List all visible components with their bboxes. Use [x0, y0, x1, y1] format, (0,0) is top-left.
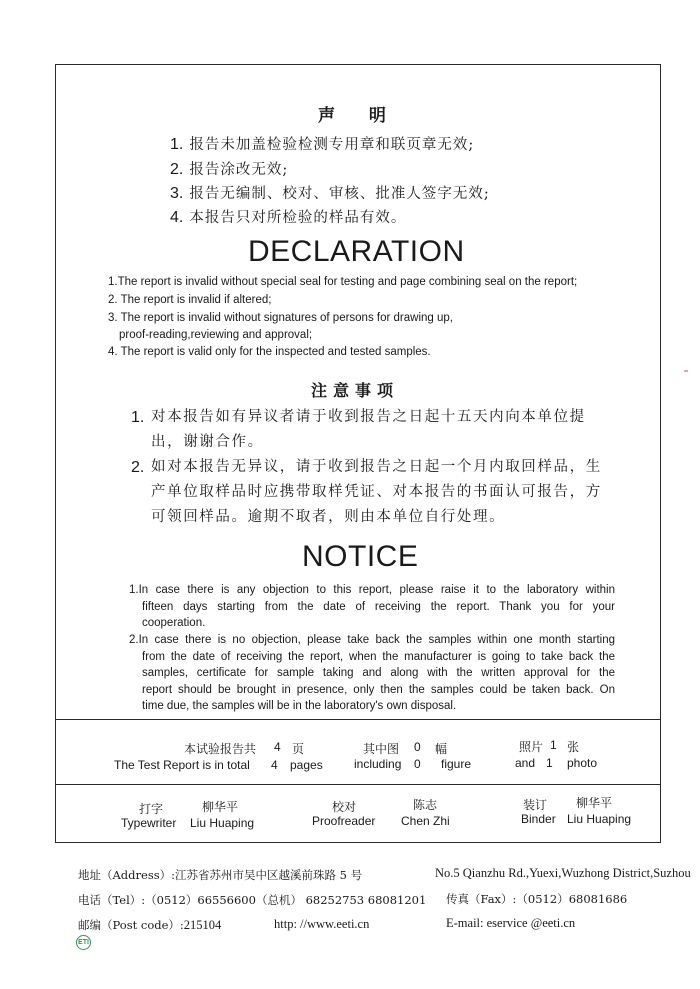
- summary-cn-figure-unit: 幅: [435, 742, 448, 756]
- summary-photos: 1: [550, 738, 557, 752]
- declaration-cn-item: 4. 本报告只对所检验的样品有效。: [170, 209, 407, 226]
- summary-photos-en: 1: [546, 756, 553, 770]
- declaration-cn-item: 3. 报告无编制、校对、审核、批准人签字无效;: [170, 185, 490, 202]
- staff-typewriter-en: Typewriter: [121, 816, 177, 830]
- staff-binder-cn: 装订: [523, 798, 548, 812]
- notice-cn-item-1: 1. 对本报告如有异议者请于收到报告之日起十五天内向本单位提 出，谢谢合作。: [131, 409, 586, 450]
- notice-en-item-2: 2.In case there is no objection, please take back the samples within one month starting from the date of receiving the report, when the manufacturer is going to take back the samples, certificate for sample taking and along with the written approval for the report should be brought in presence, only then the samples could be taken back. On time due, the samples will be in the laboratory's own disposal.: [129, 634, 615, 712]
- summary-cn-total-label: 本试验报告共: [184, 742, 257, 756]
- footer-postcode: 邮编（Post code）:215104: [78, 918, 222, 932]
- summary-total-pages: 4: [274, 740, 281, 754]
- summary-cn-pages-unit: 页: [292, 742, 305, 756]
- staff-proofreader-name-en: Chen Zhi: [401, 814, 450, 828]
- staff-typewriter-cn: 打字: [139, 802, 164, 816]
- staff-proofreader-cn: 校对: [332, 800, 357, 814]
- summary-en-figure-unit: figure: [441, 757, 472, 771]
- declaration-en-item: 4. The report is valid only for the inspected and tested samples.: [108, 346, 431, 358]
- staff-binder-name-cn: 柳华平: [576, 796, 613, 810]
- summary-cn-photo-label: 照片: [519, 740, 544, 754]
- declaration-cn-item: 1. 报告未加盖检验检测专用章和联页章无效;: [170, 136, 475, 153]
- declaration-en-title: DECLARATION: [248, 235, 465, 268]
- divider-line: [56, 719, 660, 720]
- summary-en-total-label: The Test Report is in total: [114, 758, 250, 772]
- summary-en-photo-unit: photo: [567, 756, 598, 770]
- summary-en-figure-label: including: [354, 757, 402, 771]
- notice-en-title: NOTICE: [302, 540, 419, 573]
- summary-figures-en: 0: [414, 757, 421, 771]
- footer-address-en: No.5 Qianzhu Rd.,Yuexi,Wuzhong District,Suzhou: [435, 866, 691, 880]
- declaration-en-item: 1.The report is invalid without special seal for testing and page combining seal on the report;: [108, 276, 578, 288]
- declaration-cn-item: 2. 报告涂改无效;: [170, 161, 289, 178]
- summary-en-pages-unit: pages: [290, 758, 323, 772]
- declaration-cn-title: 声 明: [318, 106, 400, 126]
- staff-typewriter-name-cn: 柳华平: [202, 800, 239, 814]
- summary-figures: 0: [414, 740, 421, 754]
- declaration-frame: [55, 64, 661, 843]
- footer-fax: 传真（Fax）:（0512）68081686: [446, 892, 628, 906]
- footer-tel: 电话（Tel）:（0512）66556600（总机） 68252753 68081201: [78, 893, 427, 907]
- footer-website: http: //www.eeti.cn: [274, 917, 370, 931]
- summary-total-pages-en: 4: [271, 758, 278, 772]
- footer-address: 地址（Address）:江苏省苏州市吴中区越溪前珠路 5 号: [78, 868, 363, 882]
- summary-cn-photo-unit: 张: [567, 740, 580, 754]
- eti-logo-icon: ETI: [76, 935, 91, 950]
- staff-proofreader-name-cn: 陈志: [413, 798, 438, 812]
- staff-typewriter-name-en: Liu Huaping: [190, 816, 255, 830]
- notice-en-item-1: 1.In case there is any objection to this report, please raise it to the laboratory within fifteen days starting from the date of receiving the report. Thank you for your cooperation.: [129, 584, 615, 629]
- notice-cn-title: 注意事项: [311, 381, 400, 400]
- staff-binder-en: Binder: [521, 812, 556, 826]
- notice-cn-item-2: 2. 如对本报告无异议，请于收到报告之日起一个月内取回样品，生 产单位取样品时应携带取样凭证、对本报告的书面认可报告，方 可领回样品。逾期不取者，则由本单位自行处理。: [131, 459, 602, 525]
- divider-line: [56, 784, 660, 785]
- summary-cn-figure-label: 其中图: [363, 742, 400, 756]
- declaration-en-item: proof-reading,reviewing and approval;: [119, 329, 313, 341]
- declaration-en-item: 3. The report is invalid without signatures of persons for drawing up,: [108, 312, 453, 324]
- staff-binder-name-en: Liu Huaping: [567, 812, 632, 826]
- footer-email: E-mail: eservice @eeti.cn: [446, 916, 576, 930]
- staff-proofreader-en: Proofreader: [312, 814, 376, 828]
- declaration-en-item: 2. The report is invalid if altered;: [108, 294, 272, 306]
- summary-en-photo-label: and: [515, 756, 536, 770]
- edge-mark: [684, 370, 688, 372]
